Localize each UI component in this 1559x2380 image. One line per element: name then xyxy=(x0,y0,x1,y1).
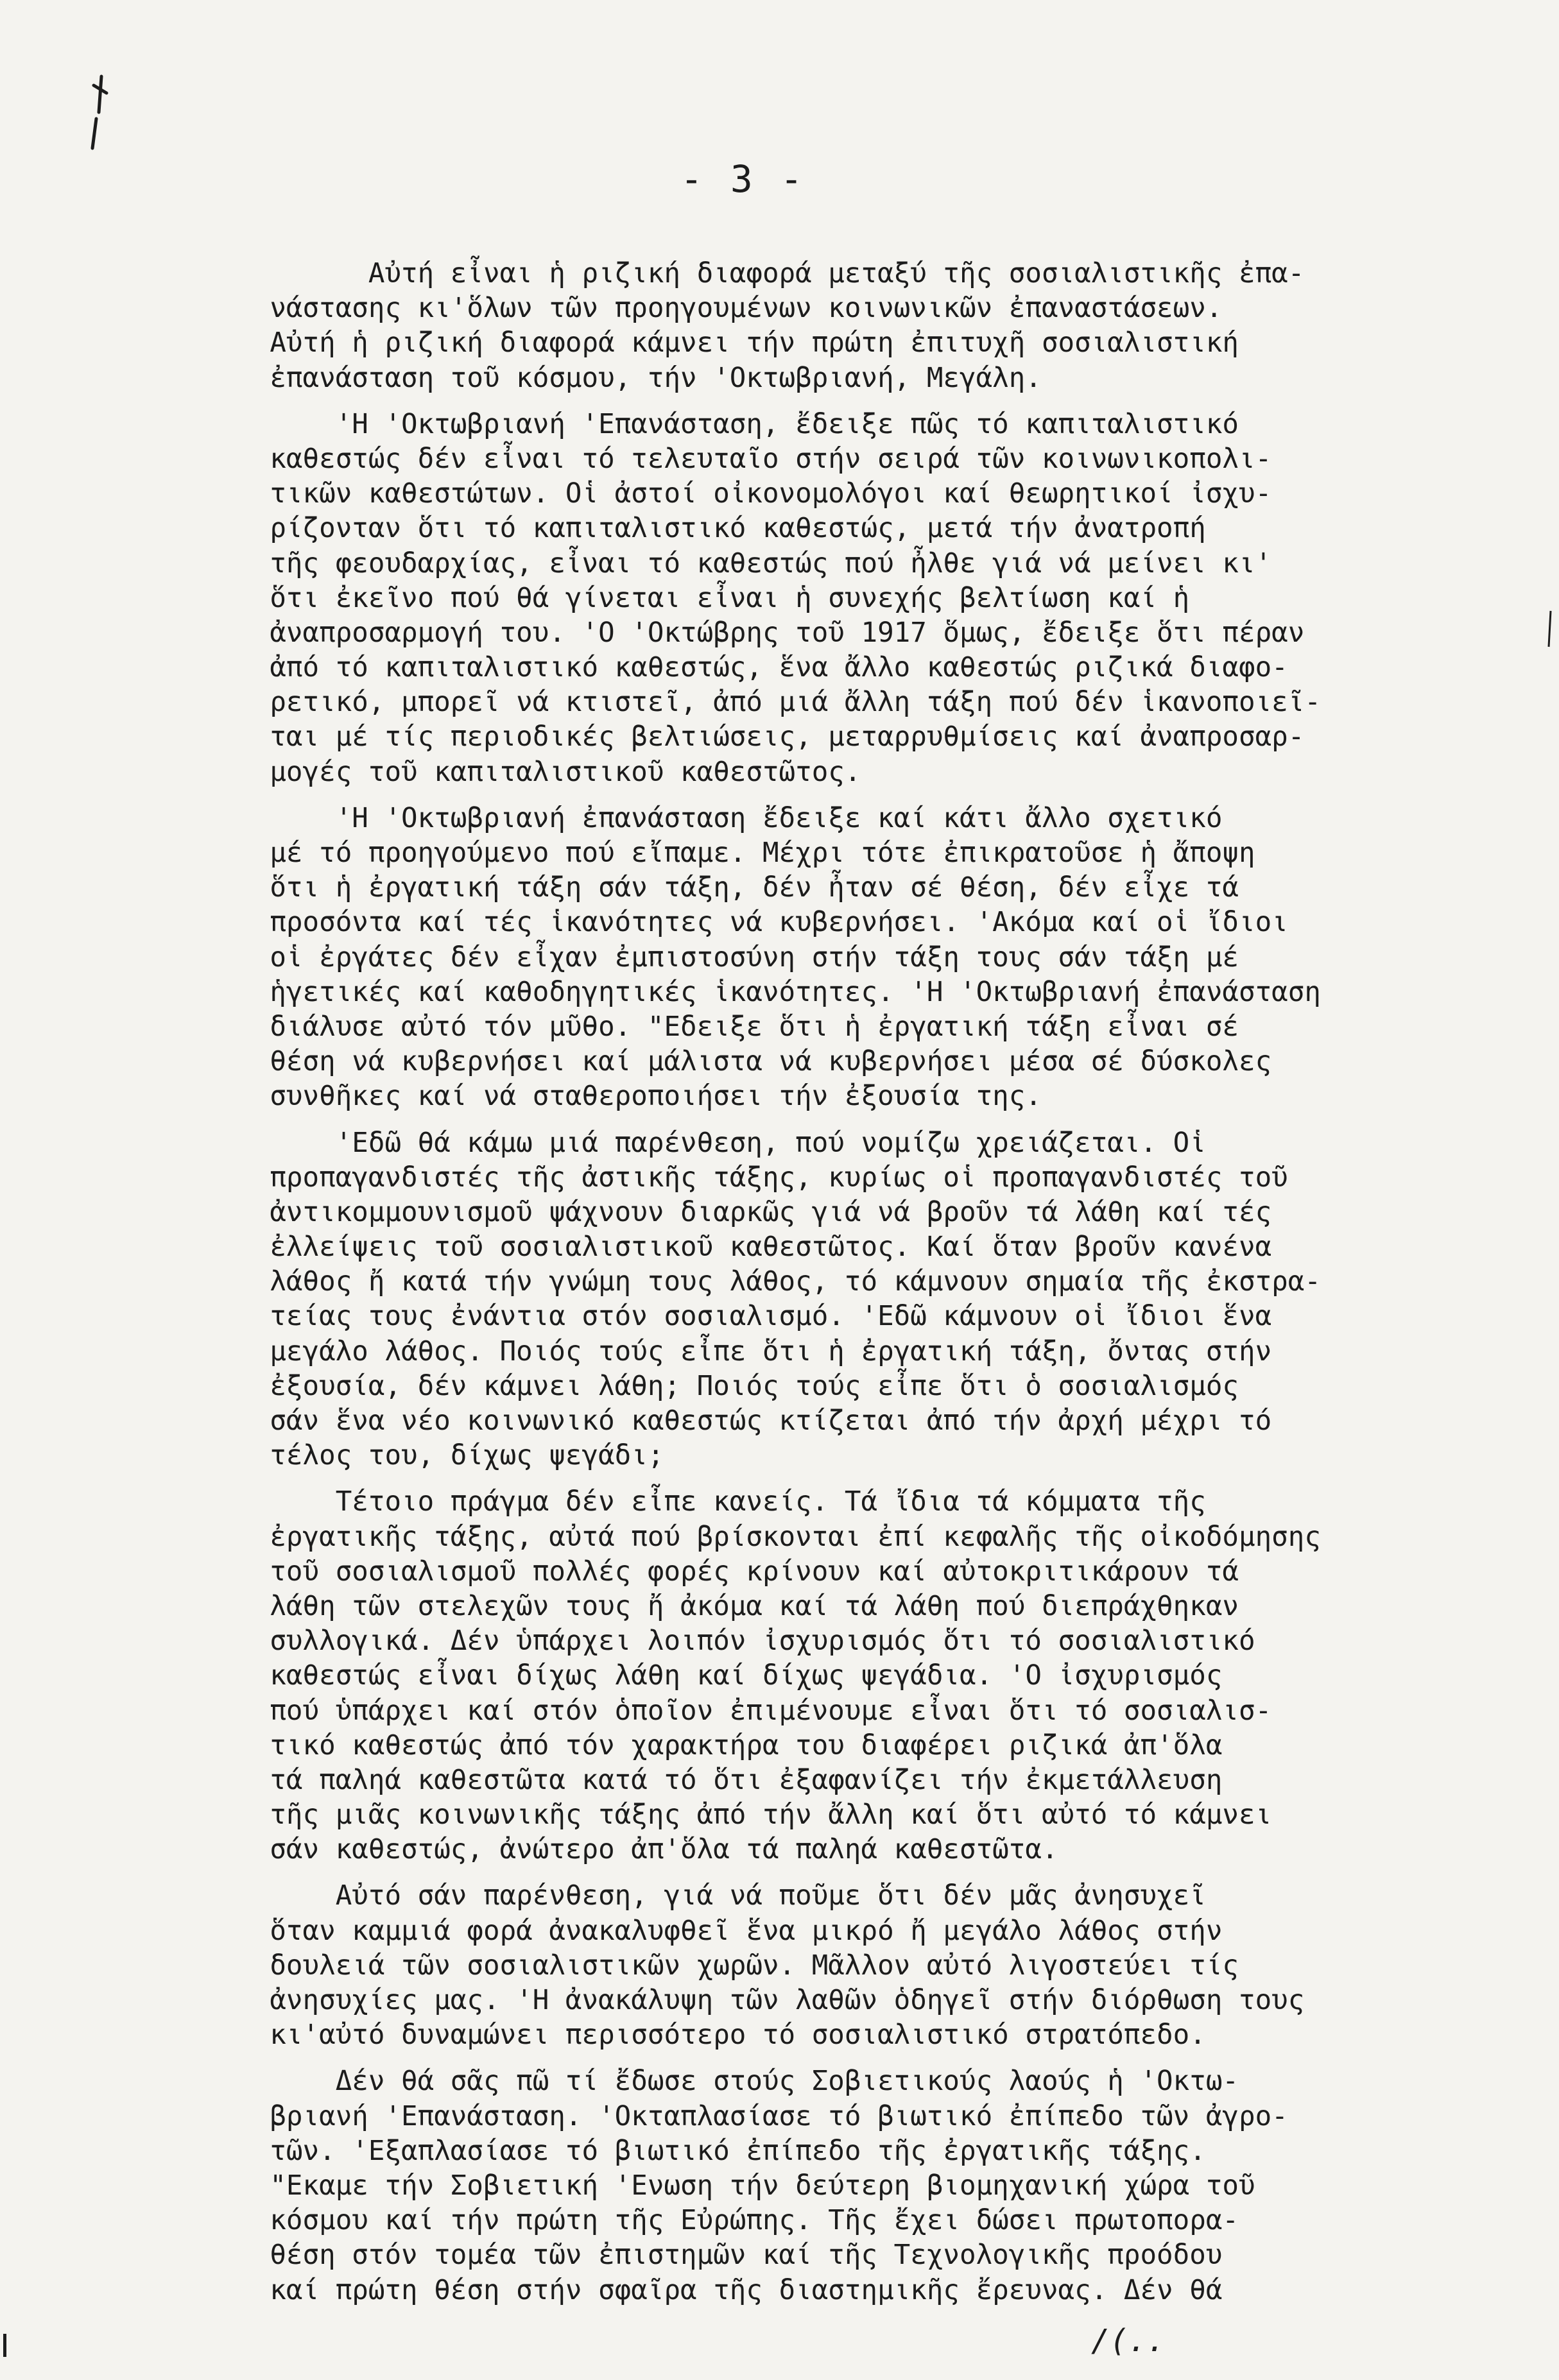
continuation-mark: /(.. xyxy=(1091,2323,1166,2359)
text-line: 'Η 'Οκτωβριανή 'Επανάσταση, ἔδειξε πῶς τό καπιταλιστικό xyxy=(204,408,1239,440)
edge-scan-mark xyxy=(3,2333,8,2358)
margin-pencil-mark xyxy=(1547,610,1553,648)
text-line: οἱ ἐργάτες δέν εἶχαν ἐμπιστοσύνη στήν τάξη τους σάν τάξη μέ xyxy=(204,941,1239,973)
text-line: ὅταν καμμιά φορά ἀνακαλυφθεῖ ἕνα μικρό ἤ μεγάλο λάθος στήν xyxy=(204,1915,1223,1947)
text-line: ρετικό, μπορεῖ νά κτιστεῖ, ἀπό μιά ἄλλη τάξη πού δέν ἱκανοποιεῖ- xyxy=(204,687,1321,719)
text-line: λάθος ἤ κατά τήν γνώμη τους λάθος, τό κάμνουν σημαία τῆς ἐκστρα- xyxy=(204,1266,1321,1298)
paragraph xyxy=(204,1485,1449,1867)
text-line: τικῶν καθεστώτων. Οἱ ἀστοί οἰκονομολόγοι καί θεωρητικοί ἰσχυ- xyxy=(204,478,1272,510)
text-line: ἡγετικές καί καθοδηγητικές ἱκανότητες. 'Η 'Οκτωβριανή ἐπανάσταση xyxy=(204,976,1321,1008)
text-line: νάστασης κι'ὅλων τῶν προηγουμένων κοινωνικῶν ἐπαναστάσεων. xyxy=(204,293,1223,325)
text-line: καί πρώτη θέση στήν σφαῖρα τῆς διαστημικῆς ἔρευνας. Δέν θά xyxy=(204,2274,1223,2306)
text-line: Αὐτό σάν παρένθεση, γιά νά ποῦμε ὅτι δέν μᾶς ἀνησυχεῖ xyxy=(204,1880,1206,1912)
paragraph xyxy=(204,257,1449,396)
text-line: τοῦ σοσιαλισμοῦ πολλές φορές κρίνουν καί αὐτοκριτικάρουν τά xyxy=(204,1555,1239,1588)
page-number: - 3 - xyxy=(680,157,805,201)
text-line: πού ὑπάρχει καί στόν ὁποῖον ἐπιμένουμε εἶναι ὅτι τό σοσιαλισ- xyxy=(204,1695,1272,1727)
text-line: Δέν θά σᾶς πῶ τί ἔδωσε στούς Σοβιετικούς λαούς ἡ 'Οκτω- xyxy=(204,2066,1239,2098)
text-line: καθεστώς δέν εἶναι τό τελευταῖο στήν σειρά τῶν κοινωνικοπολι- xyxy=(204,443,1272,475)
text-line: τέλος του, δίχως ψεγάδι; xyxy=(204,1440,664,1472)
paragraph-gap xyxy=(204,1867,1449,1879)
text-line: συλλογικά. Δέν ὑπάρχει λοιπόν ἰσχυρισμός ὅτι τό σοσιαλιστικό xyxy=(204,1625,1255,1657)
text-line: τείας τους ἐνάντια στόν σοσιαλισμό. 'Εδῶ κάμνουν οἱ ἴδιοι ἕνα xyxy=(204,1301,1272,1333)
text-line: θέση νά κυβερνήσει καί μάλιστα νά κυβερνήσει μέσα σέ δύσκολες xyxy=(204,1046,1272,1078)
paragraph xyxy=(204,407,1449,790)
text-line: συνθῆκες καί νά σταθεροποιήσει τήν ἐξουσία της. xyxy=(204,1081,1042,1113)
text-line: προπαγανδιστές τῆς ἀστικῆς τάξης, κυρίως οἱ προπαγανδιστές τοῦ xyxy=(204,1161,1288,1194)
text-line: τῶν. 'Εξαπλασίασε τό βιωτικό ἐπίπεδο τῆς ἐργατικῆς τάξης. xyxy=(204,2135,1206,2167)
paragraph-gap xyxy=(204,790,1449,801)
handwritten-margin-mark xyxy=(90,74,109,151)
text-line: κι'αὐτό δυναμώνει περισσότερο τό σοσιαλιστικό στρατόπεδο. xyxy=(204,2019,1206,2051)
text-line: ἀντικομμουνισμοῦ ψάχνουν διαρκῶς γιά νά βροῦν τά λάθη καί τές xyxy=(204,1196,1272,1228)
text-line: ἐργατικῆς τάξης, αὐτά πού βρίσκονται ἐπί κεφαλῆς τῆς οἰκοδόμησης xyxy=(204,1521,1321,1553)
text-line: ρίζονταν ὅτι τό καπιταλιστικό καθεστώς, μετά τήν ἀνατροπή xyxy=(204,513,1206,545)
paragraph-gap xyxy=(204,1473,1449,1485)
text-line: ἀναπροσαρμογή του. 'Ο 'Οκτώβρης τοῦ 1917 ὅμως, ἔδειξε ὅτι πέραν xyxy=(204,617,1305,649)
text-line: Τέτοιο πράγμα δέν εἶπε κανείς. Τά ἴδια τά κόμματα τῆς xyxy=(204,1486,1206,1518)
body-text xyxy=(204,257,1449,2308)
paragraph-gap xyxy=(204,396,1449,407)
text-line: μεγάλο λάθος. Ποιός τούς εἶπε ὅτι ἡ ἐργατική τάξη, ὄντας στήν xyxy=(204,1335,1272,1367)
text-line: τά παληά καθεστῶτα κατά τό ὅτι ἐξαφανίζει τήν ἐκμετάλλευση xyxy=(204,1764,1223,1796)
text-line: δουλειά τῶν σοσιαλιστικῶν χωρῶν. Μᾶλλον αὐτό λιγοστεύει τίς xyxy=(204,1949,1239,1982)
paragraph-gap xyxy=(204,1115,1449,1126)
text-line: λάθη τῶν στελεχῶν τους ἤ ἀκόμα καί τά λάθη πού διεπράχθηκαν xyxy=(204,1590,1239,1622)
paragraph xyxy=(204,1126,1449,1474)
text-line: σάν καθεστώς, ἀνώτερο ἀπ'ὅλα τά παληά καθεστῶτα. xyxy=(204,1834,1058,1866)
text-line: καθεστώς εἶναι δίχως λάθη καί δίχως ψεγάδια. 'Ο ἰσχυρισμός xyxy=(204,1660,1223,1692)
text-line: σάν ἕνα νέο κοινωνικό καθεστώς κτίζεται ἀπό τήν ἀρχή μέχρι τό xyxy=(204,1405,1272,1437)
paragraph xyxy=(204,801,1449,1115)
text-line: ὅτι ἐκεῖνο πού θά γίνεται εἶναι ἡ συνεχής βελτίωση καί ἡ xyxy=(204,582,1190,614)
text-line: διάλυσε αὐτό τόν μῦθο. "Εδειξε ὅτι ἡ ἐργατική τάξη εἶναι σέ xyxy=(204,1011,1239,1043)
paragraph xyxy=(204,1879,1449,2053)
text-line: ἐξουσία, δέν κάμνει λάθη; Ποιός τούς εἶπε ὅτι ὁ σοσιαλισμός xyxy=(204,1370,1239,1402)
text-line: προσόντα καί τές ἱκανότητες νά κυβερνήσει. 'Ακόμα καί οἱ ἴδιοι xyxy=(204,907,1288,939)
text-line: 'Η 'Οκτωβριανή ἐπανάσταση ἔδειξε καί κάτι ἄλλο σχετικό xyxy=(204,802,1223,834)
text-line: 'Εδῶ θά κάμω μιά παρένθεση, πού νομίζω χρειάζεται. Οἱ xyxy=(204,1127,1206,1159)
text-line: τῆς μιᾶς κοινωνικῆς τάξης ἀπό τήν ἄλλη καί ὅτι αὐτό τό κάμνει xyxy=(204,1799,1272,1831)
text-line: μογές τοῦ καπιταλιστικοῦ καθεστῶτος. xyxy=(204,756,861,788)
text-line: ται μέ τίς περιοδικές βελτιώσεις, μεταρρυθμίσεις καί ἀναπροσαρ- xyxy=(204,721,1305,753)
text-line: ἐλλείψεις τοῦ σοσιαλιστικοῦ καθεστῶτος. Καί ὅταν βροῦν κανένα xyxy=(204,1231,1272,1263)
text-line: μέ τό προηγούμενο πού εἴπαμε. Μέχρι τότε ἐπικρατοῦσε ἡ ἄποψη xyxy=(204,837,1255,869)
text-line: ἐπανάσταση τοῦ κόσμου, τήν 'Οκτωβριανή, Μεγάλη. xyxy=(204,362,1042,394)
text-line: "Εκαμε τήν Σοβιετική 'Ενωση τήν δεύτερη βιομηχανική χώρα τοῦ xyxy=(204,2170,1255,2202)
text-line: ἀπό τό καπιταλιστικό καθεστώς, ἕνα ἄλλο καθεστώς ριζικά διαφο- xyxy=(204,652,1288,684)
paragraph-gap xyxy=(204,2053,1449,2064)
text-line: τῆς φεουδαρχίας, εἶναι τό καθεστώς πού ἦλθε γιά νά μείνει κι' xyxy=(204,547,1272,579)
text-line: Αὐτή ἡ ριζική διαφορά κάμνει τήν πρώτη ἐπιτυχῆ σοσιαλιστική xyxy=(204,327,1239,359)
text-line: Αὐτή εἶναι ἡ ριζική διαφορά μεταξύ τῆς σοσιαλιστικῆς ἐπα- xyxy=(204,258,1305,289)
text-line: τικό καθεστώς ἀπό τόν χαρακτήρα του διαφέρει ριζικά ἀπ'ὅλα xyxy=(204,1729,1223,1761)
paragraph xyxy=(204,2064,1449,2307)
text-line: κόσμου καί τήν πρώτη τῆς Εὐρώπης. Τῆς ἔχει δώσει πρωτοπορα- xyxy=(204,2205,1239,2237)
text-line: ὅτι ἡ ἐργατική τάξη σάν τάξη, δέν ἦταν σέ θέση, δέν εἶχε τά xyxy=(204,872,1239,904)
text-line: βριανή 'Επανάσταση. 'Οκταπλασίασε τό βιωτικό ἐπίπεδο τῶν ἀγρο- xyxy=(204,2100,1288,2132)
text-line: θέση στόν τομέα τῶν ἐπιστημῶν καί τῆς Τεχνολογικῆς προόδου xyxy=(204,2239,1223,2272)
text-line: ἀνησυχίες μας. 'Η ἀνακάλυψη τῶν λαθῶν ὁδηγεῖ στήν διόρθωση τους xyxy=(204,1985,1305,2016)
